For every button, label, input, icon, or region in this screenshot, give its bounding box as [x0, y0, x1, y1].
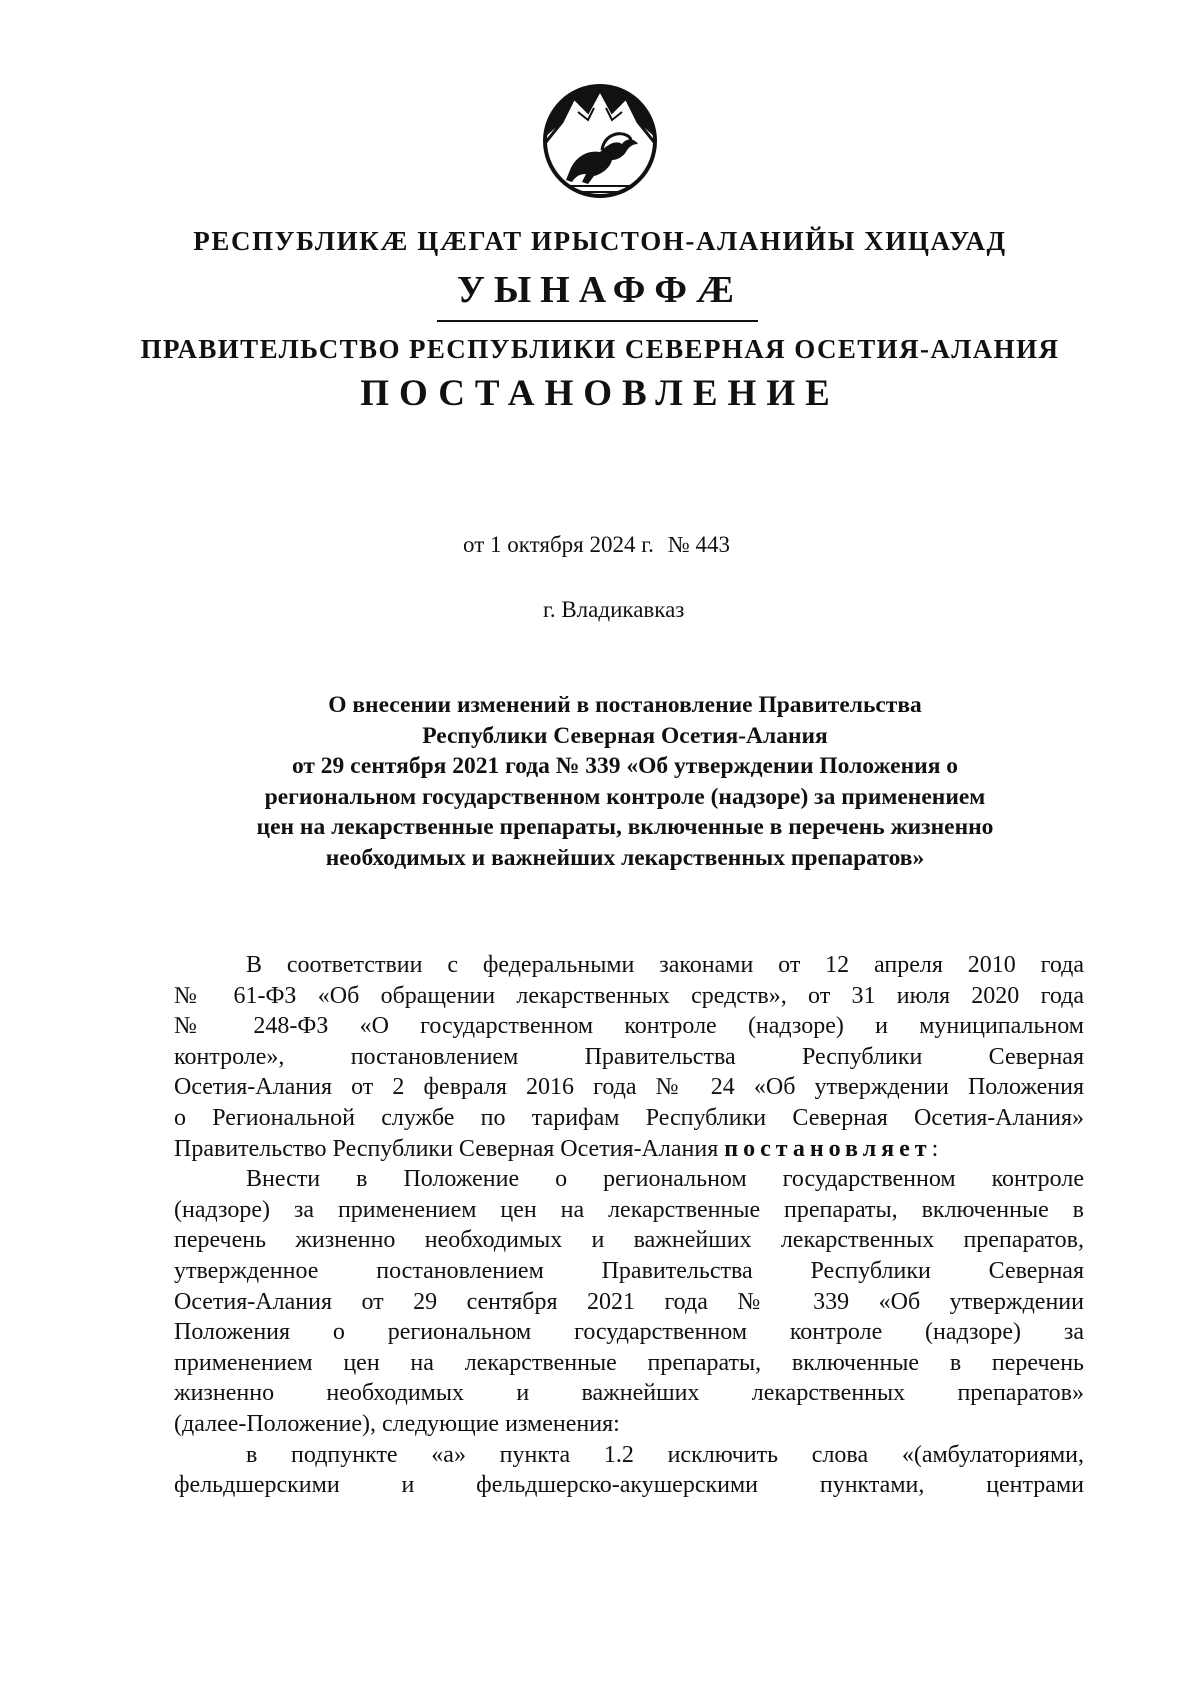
subject-line: цен на лекарственные препараты, включенные в перечень жизненно: [256, 814, 994, 840]
decree-body: [174, 950, 1084, 1501]
body-line-resolution: [174, 1134, 1084, 1165]
body-line: жизненно необходимых и важнейших лекарственных препаратов»: [174, 1380, 1084, 1407]
subject-line: Республики Северная Осетия-Алания: [422, 722, 828, 749]
body-line: утвержденное постановлением Правительства Республики Северная: [174, 1257, 1084, 1284]
ossetian-government-title: РЕСПУБЛИКӔ ЦӔГАТ ИРЫСТОН-АЛАНИЙЫ ХИЦАУАД: [193, 226, 1007, 256]
resolution-prefix: Правительство Республики Северная Осетия-Алания: [174, 1135, 725, 1162]
ossetian-decree-title: УЫНАФФӔ: [456, 269, 744, 311]
subject-line: региональном государственном контроле (надзоре) за применением: [264, 783, 986, 810]
body-line: в подпункте «а» пункта 1.2 исключить слова «(амбулаториями,: [246, 1441, 1084, 1468]
body-line: Положения о региональном государственном контроле (надзоре) за: [174, 1319, 1084, 1346]
body-line: Внести в Положение о региональном государственном контроле: [246, 1166, 1084, 1193]
subject-line: необходимых и важнейших лекарственных препаратов»: [325, 844, 925, 871]
body-line: Осетия-Алания от 29 сентября 2021 года № 339 «Об утверждении: [174, 1288, 1084, 1315]
resolution-suffix: :: [931, 1135, 939, 1162]
body-line: перечень жизненно необходимых и важнейших лекарственных препаратов,: [174, 1227, 1084, 1254]
body-line: № 248-ФЗ «О государственном контроле (надзоре) и муниципальном: [174, 1013, 1084, 1040]
body-line: фельдшерскими и фельдшерско-акушерскими пунктами, центрами: [174, 1472, 1084, 1499]
body-line: контроле», постановлением Правительства Республики Северная: [174, 1043, 1084, 1070]
header-divider: [437, 320, 758, 322]
decree-date-line: [463, 532, 730, 558]
body-line: № 61-ФЗ «Об обращении лекарственных средств», от 31 июля 2020 года: [174, 982, 1084, 1009]
subject-line: от 29 сентября 2021 года № 339 «Об утверждении Положения о: [291, 753, 959, 779]
body-line: о Региональной службе по тарифам Республики Северная Осетия-Алания»: [174, 1104, 1084, 1131]
body-line: (надзоре) за применением цен на лекарственные препараты, включенные в: [174, 1196, 1084, 1223]
decree-number: № 443: [667, 532, 731, 557]
decree-place: г. Владикавказ: [543, 597, 685, 622]
body-line: В соответствии с федеральными законами от 12 апреля 2010 года: [246, 952, 1084, 978]
body-line: применением цен на лекарственные препараты, включенные в перечень: [174, 1349, 1084, 1376]
russian-government-title: ПРАВИТЕЛЬСТВО РЕСПУБЛИКИ СЕВЕРНАЯ ОСЕТИЯ-АЛАНИЯ: [140, 334, 1060, 364]
russian-decree-title: ПОСТАНОВЛЕНИЕ: [360, 373, 840, 414]
subject-line: О внесении изменений в постановление Правительства: [328, 692, 922, 718]
decree-date: от 1 октября 2024 г.: [463, 532, 654, 557]
body-line: (далее-Положение), следующие изменения:: [174, 1410, 620, 1437]
coat-of-arms-icon: [542, 78, 658, 204]
decree-subject: [175, 690, 1075, 873]
body-line: Осетия-Алания от 2 февраля 2016 года № 24 «Об утверждении Положения: [174, 1074, 1084, 1101]
resolution-keyword: постановляет: [724, 1135, 932, 1162]
